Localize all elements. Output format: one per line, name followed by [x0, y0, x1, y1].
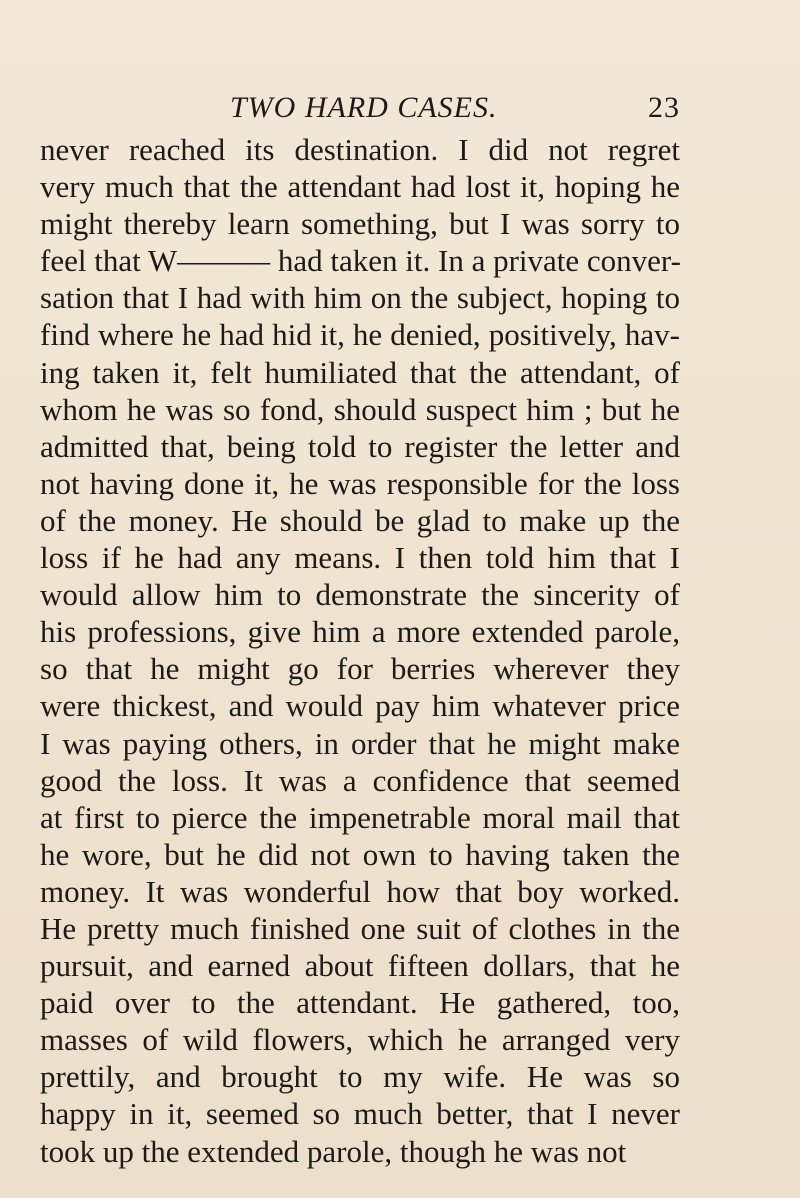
text-line: his professions, give him a more extended parole,: [40, 614, 680, 650]
text-line: money. It was wonderful how that boy worked.: [40, 873, 680, 909]
text-line: find where he had hid it, he denied, positively, hav-: [40, 317, 680, 353]
text-line: very much that the attendant had lost it, hoping he: [40, 169, 680, 205]
text-line: might thereby learn something, but I was sorry to: [40, 206, 680, 242]
running-head: [40, 88, 680, 128]
text-line: never reached its destination. I did not regret: [40, 132, 680, 167]
text-line: loss if he had any means. I then told him that I: [40, 540, 680, 576]
text-line: whom he was so fond, should suspect him ; but he: [40, 391, 680, 427]
text-line: feel that W——— had taken it. In a private conver-: [40, 243, 681, 279]
text-line: he wore, but he did not own to having taken the: [40, 836, 680, 872]
text-line: so that he might go for berries wherever they: [40, 651, 680, 687]
text-line: took up the extended parole, though he was not: [40, 1133, 627, 1169]
text-line: good the loss. It was a confidence that seemed: [40, 762, 680, 798]
text-line: would allow him to demonstrate the sincerity of: [40, 577, 680, 613]
text-line: paid over to the attendant. He gathered, too,: [40, 985, 680, 1021]
text-line: of the money. He should be glad to make up the: [40, 502, 680, 538]
text-line: at first to pierce the impenetrable moral mail that: [40, 799, 680, 835]
text-line: masses of wild flowers, which he arranged very: [40, 1022, 680, 1058]
body-text: [40, 131, 680, 1170]
text-line: ing taken it, felt humiliated that the attendant, of: [40, 354, 680, 390]
text-line: I was paying others, in order that he might make: [40, 725, 680, 761]
text-line: sation that I had with him on the subject, hoping to: [40, 280, 680, 316]
text-line: pursuit, and earned about fifteen dollars, that he: [40, 948, 680, 984]
page-number: 23: [648, 91, 680, 124]
running-title: TWO HARD CASES.: [230, 91, 498, 124]
text-line: not having done it, he was responsible for the loss: [40, 465, 680, 501]
text-line: happy in it, seemed so much better, that I never: [40, 1096, 680, 1132]
text-line: admitted that, being told to register the letter and: [40, 428, 680, 464]
text-line: were thickest, and would pay him whatever price: [40, 688, 680, 724]
text-line: prettily, and brought to my wife. He was so: [40, 1059, 680, 1095]
text-line: He pretty much finished one suit of clothes in the: [40, 910, 680, 946]
